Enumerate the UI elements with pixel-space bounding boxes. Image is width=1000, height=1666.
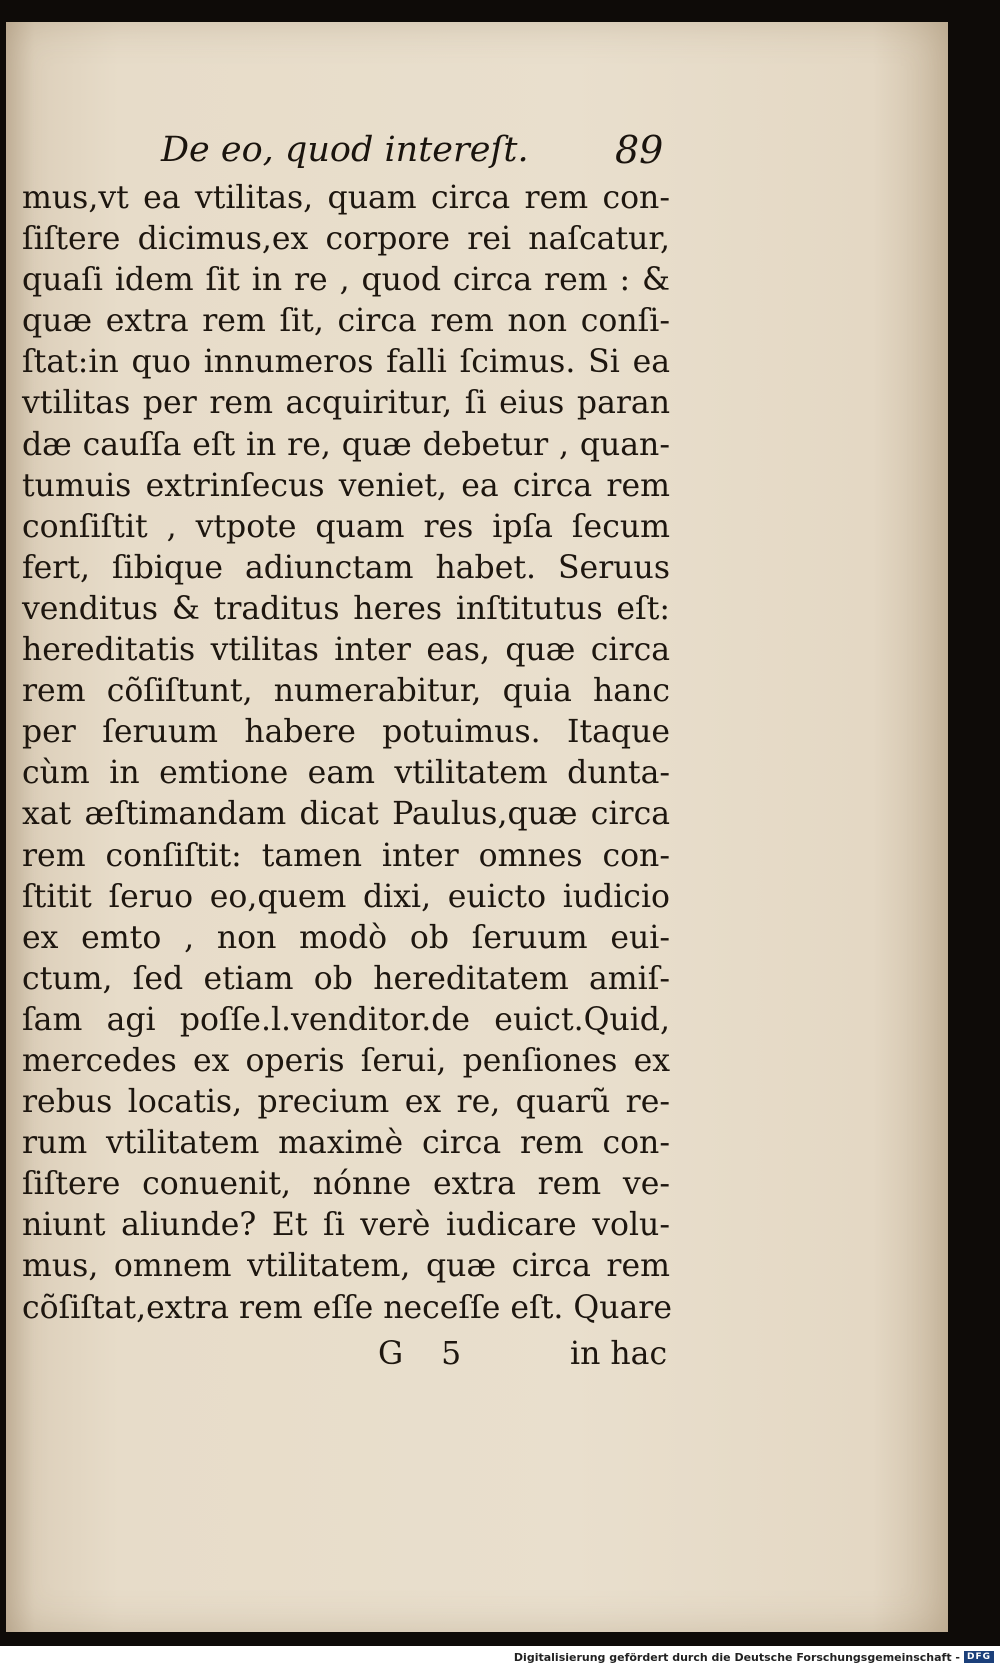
text-line: rebus locatis, precium ex re, quarũ re-: [22, 1084, 670, 1121]
text-line: mus,vt ea vtilitas, quam circa rem con-: [22, 180, 670, 216]
text-line: tumuis extrinſecus veniet, ea circa rem: [22, 467, 670, 504]
text-line: hereditatis vtilitas inter eas, quæ circa: [22, 632, 670, 669]
book-page: [6, 22, 948, 1632]
text-line: dæ cauſſa eſt in re, quæ debetur , quan-: [22, 426, 670, 463]
text-line: fert, ſibique adiunctam habet. Seruus: [22, 549, 670, 586]
text-line: ſam agi poſſe.l.venditor.de euict.Quid,: [22, 1001, 670, 1038]
text-line: ctum, ſed etiam ob hereditatem amiſ-: [22, 960, 670, 997]
dfg-logo: DFG: [964, 1651, 994, 1663]
text-line: vtilitas per rem acquiritur, ſi eius paran: [22, 385, 670, 422]
text-line: rum vtilitatem maximè circa rem con-: [22, 1125, 670, 1162]
text-line: xat æſtimandam dicat Paulus,quæ circa: [22, 796, 670, 833]
catchword: in hac: [570, 1336, 668, 1372]
text-line: rem cõſiſtunt, numerabitur, quia hanc: [22, 673, 670, 710]
text-line: per ſeruum habere potuimus. Itaque: [22, 714, 670, 751]
text-line: conſiſtit , vtpote quam res ipſa ſecum: [22, 508, 670, 545]
text-line: ſiſtere conuenit, nónne extra rem ve-: [22, 1166, 670, 1203]
signature-mark: G 5: [378, 1336, 476, 1372]
text-line: ex emto , non modò ob ſeruum eui-: [22, 919, 670, 956]
text-line: quæ extra rem ſit, circa rem non conſi-: [22, 303, 670, 340]
text-line: cõſiſtat,extra rem eſſe neceſſe eſt. Quare: [22, 1289, 672, 1326]
text-line: ſiſtere dicimus,ex corpore rei naſcatur,: [22, 221, 670, 258]
digitization-credit: [514, 1648, 994, 1666]
running-title: De eo, quod intereſt.: [161, 130, 529, 170]
text-line: quaſi idem ſit in re , quod circa rem : &: [22, 262, 670, 299]
text-line: rem conſiſtit: tamen inter omnes con-: [22, 837, 670, 874]
page-header: [161, 126, 664, 176]
text-line: niunt aliunde? Et ſi verè iudicare volu-: [22, 1207, 670, 1244]
text-line: mercedes ex operis ſerui, penſiones ex: [22, 1042, 670, 1079]
text-line: cùm in emtione eam vtilitatem dunta-: [22, 755, 670, 792]
credit-text: Digitalisierung gefördert durch die Deutsche Forschungsgemeinschaft -: [513, 1650, 960, 1664]
text-line: venditus & traditus heres inſtitutus eſt:: [22, 590, 670, 627]
page-number: 89: [615, 128, 664, 172]
text-line: mus, omnem vtilitatem, quæ circa rem: [22, 1248, 670, 1285]
text-line: ſtitit ſeruo eo,quem dixi, euicto iudicio: [22, 878, 670, 915]
text-line: ſtat:in quo innumeros falli ſcimus. Si ea: [22, 344, 670, 381]
catchline: [22, 1336, 670, 1382]
body-text: [22, 178, 670, 1329]
